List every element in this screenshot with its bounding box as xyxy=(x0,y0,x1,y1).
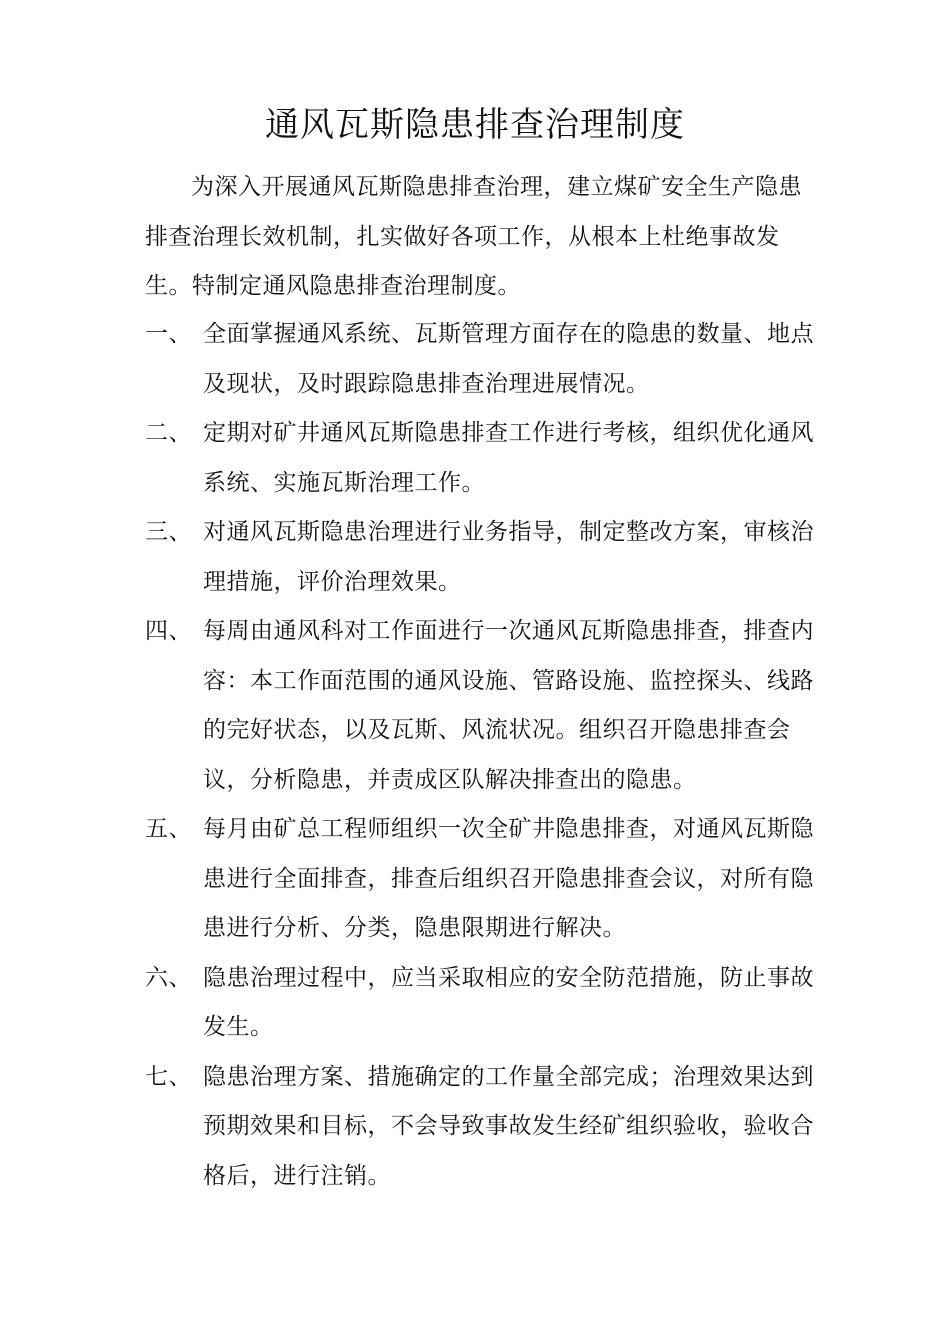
rule-number: 四、 xyxy=(145,618,192,644)
rule-number: 六、 xyxy=(145,964,192,991)
rule-item-4 xyxy=(145,607,815,805)
document-title: 通风瓦斯隐患排查治理制度 xyxy=(265,105,685,145)
rule-number: 一、 xyxy=(145,321,192,347)
rule-text: 对通风瓦斯隐患治理进行业务指导，制定整改方案，审核治理措施，评价治理效果。 xyxy=(203,519,814,595)
rule-item-1 xyxy=(145,310,815,409)
rule-number: 三、 xyxy=(145,519,192,545)
intro-paragraph: 为深入开展通风瓦斯隐患排查治理，建立煤矿安全生产隐患排查治理长效机制，扎实做好各项工作，从根本上杜绝事故发生。特制定通风隐患排查治理制度。 xyxy=(145,174,802,299)
rule-text: 全面掌握通风系统、瓦斯管理方面存在的隐患的数量、地点及现状，及时跟踪隐患排查治理进展情况。 xyxy=(203,321,814,397)
rule-text: 每月由矿总工程师组织一次全矿井隐患排查，对通风瓦斯隐患进行全面排查，排查后组织召开隐患排查会议，对所有隐患进行分析、分类，隐患限期进行解决。 xyxy=(203,816,814,941)
rule-item-5 xyxy=(145,805,815,954)
rule-item-3 xyxy=(145,508,815,607)
rule-text: 隐患治理方案、措施确定的工作量全部完成；治理效果达到预期效果和目标，不会导致事故发生经矿组织验收，验收合格后，进行注销。 xyxy=(203,1063,814,1189)
rule-item-7 xyxy=(145,1053,815,1202)
rule-item-6 xyxy=(145,954,815,1053)
rule-text: 每周由通风科对工作面进行一次通风瓦斯隐患排查，排查内容：本工作面范围的通风设施、管路设施、监控探头、线路的完好状态，以及瓦斯、风流状况。组织召开隐患排查会议，分析隐患，并责成区队解决排查出的隐患。 xyxy=(203,618,814,793)
rule-number: 七、 xyxy=(145,1063,192,1090)
rule-item-2 xyxy=(145,409,815,508)
rule-number: 五、 xyxy=(145,816,192,842)
rules-list xyxy=(145,310,815,1201)
rule-text: 定期对矿井通风瓦斯隐患排查工作进行考核，组织优化通风系统、实施瓦斯治理工作。 xyxy=(203,420,814,496)
rule-number: 二、 xyxy=(145,420,192,446)
rule-text: 隐患治理过程中，应当采取相应的安全防范措施，防止事故发生。 xyxy=(203,964,814,1040)
